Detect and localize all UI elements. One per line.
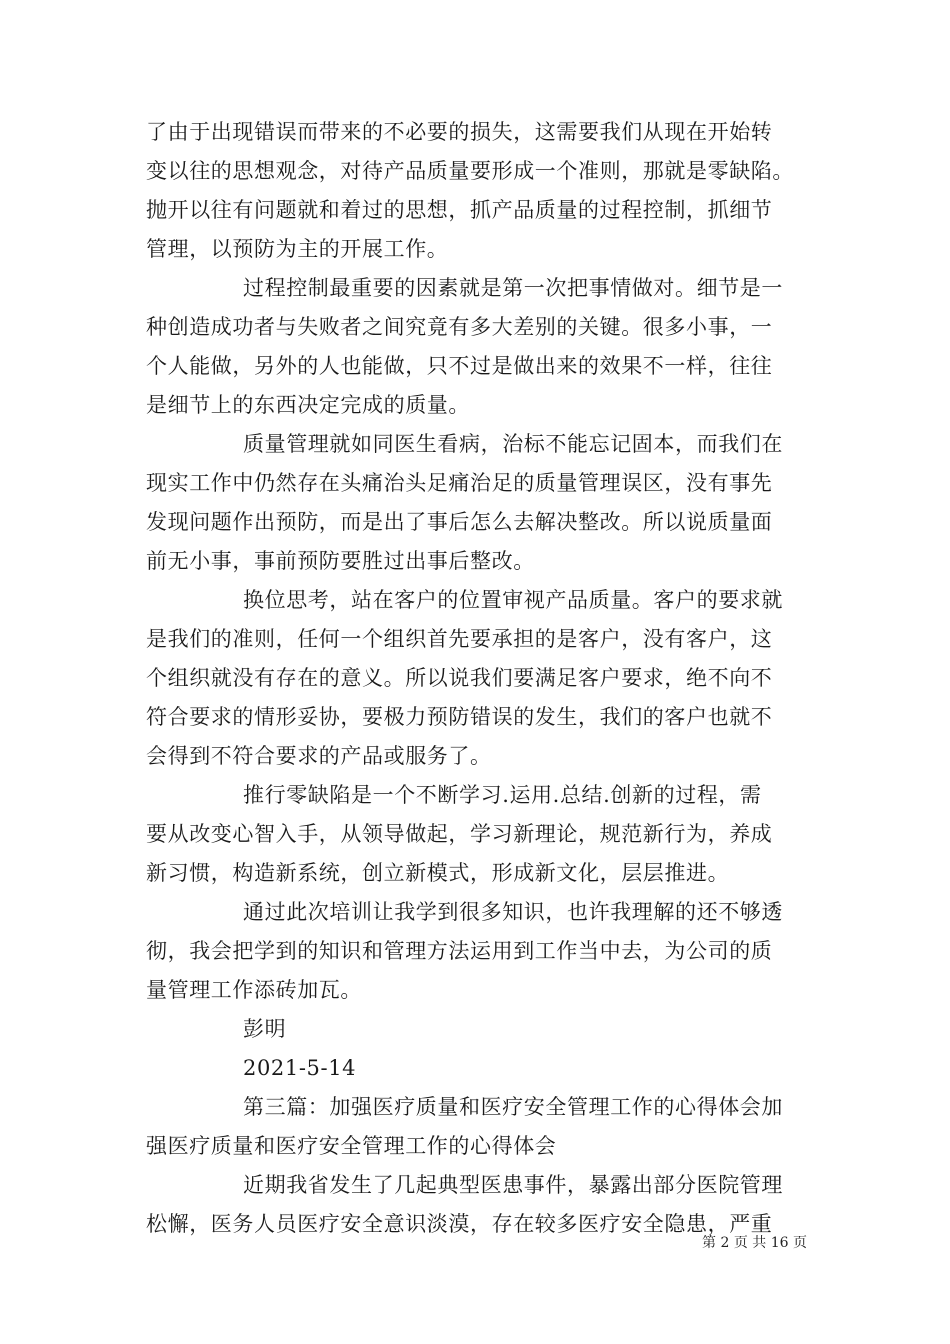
text-line: 个组织就没有存在的意义。所以说我们要满足客户要求，绝不向不 (146, 666, 773, 690)
text-line: 松懈，医务人员医疗安全意识淡漠，存在较多医疗安全隐患，严重 (146, 1212, 773, 1236)
text-line: 要从改变心智入手，从领导做起，学习新理论，规范新行为，养成 (146, 822, 773, 846)
text-line: 了由于出现错误而带来的不必要的损失，这需要我们从现在开始转 (146, 120, 773, 144)
text-line: 抛开以往有问题就和着过的思想，抓产品质量的过程控制，抓细节 (146, 198, 773, 222)
text-line: 管理，以预防为主的开展工作。 (146, 237, 449, 261)
page-number-footer: 第 2 页 共 16 页 (702, 1235, 807, 1251)
section-heading-continued: 强医疗质量和医疗安全管理工作的心得体会 (146, 1134, 557, 1158)
text-line: 新习惯，构造新系统，创立新模式，形成新文化，层层推进。 (146, 861, 730, 885)
paragraph-start-line: 通过此次培训让我学到很多知识，也许我理解的还不够透 (243, 900, 783, 924)
paragraph-start-line: 过程控制最重要的因素就是第一次把事情做对。细节是一 (243, 276, 783, 300)
text-line: 会得到不符合要求的产品或服务了。 (146, 744, 492, 768)
document-body (146, 113, 808, 1244)
author-name: 彭明 (243, 1017, 287, 1041)
text-line: 现实工作中仍然存在头痛治头足痛治足的质量管理误区，没有事先 (146, 471, 773, 495)
paragraph-start-line: 换位思考，站在客户的位置审视产品质量。客户的要求就 (243, 588, 783, 612)
text-line: 符合要求的情形妥协，要极力预防错误的发生，我们的客户也就不 (146, 705, 773, 729)
text-line: 个人能做，另外的人也能做，只不过是做出来的效果不一样，往往 (146, 354, 773, 378)
text-line: 前无小事，事前预防要胜过出事后整改。 (146, 549, 535, 573)
text-line: 彻，我会把学到的知识和管理方法运用到工作当中去，为公司的质 (146, 939, 773, 963)
section-heading: 第三篇：加强医疗质量和医疗安全管理工作的心得体会加 (243, 1095, 783, 1119)
text-line: 变以往的思想观念，对待产品质量要形成一个准则，那就是零缺陷。 (146, 159, 794, 183)
text-line: 种创造成功者与失败者之间究竟有多大差别的关键。很多小事，一 (146, 315, 773, 339)
document-date: 2021-5-14 (243, 1056, 357, 1080)
paragraph-start-line: 近期我省发生了几起典型医患事件，暴露出部分医院管理 (243, 1173, 783, 1197)
paragraph-start-line: 质量管理就如同医生看病，治标不能忘记固本，而我们在 (243, 432, 783, 456)
text-line: 量管理工作添砖加瓦。 (146, 978, 362, 1002)
text-line: 发现问题作出预防，而是出了事后怎么去解决整改。所以说质量面 (146, 510, 773, 534)
text-line: 是细节上的东西决定完成的质量。 (146, 393, 470, 417)
paragraph-start-line: 推行零缺陷是一个不断学习.运用.总结.创新的过程，需 (243, 783, 762, 807)
text-line: 是我们的准则，任何一个组织首先要承担的是客户，没有客户，这 (146, 627, 773, 651)
